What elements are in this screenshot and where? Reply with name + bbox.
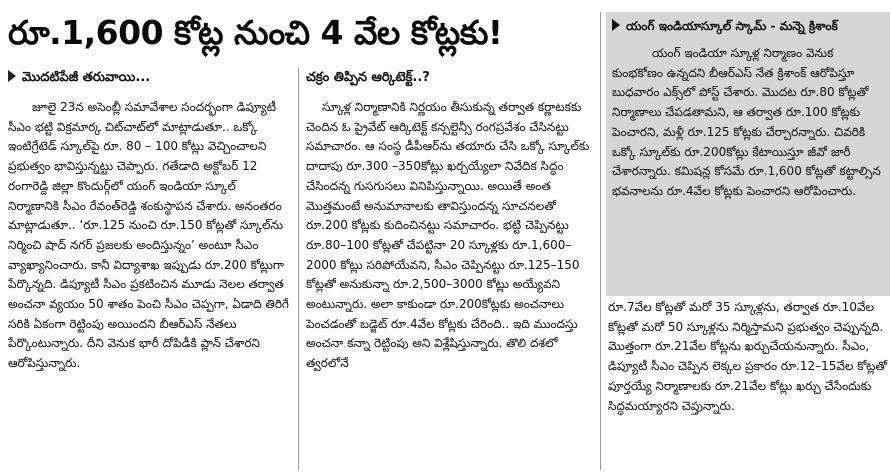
article-column-2: [306, 98, 592, 470]
column-2-text: స్కూళ్ల నిర్మాణానికి నిర్ణయం తీసుకున్న తర్వాత కర్ణాటకకు చెందిన ఓ ప్రైవేట్‌ ఆర్కిటెక్ట్‌ కన్సల్టెన్సీ రంగప్రవేశం చేసినట్టు సమాచారం. ఆ సంస్థ డీపీఆర్‌ను తయారు చేసి ఒక్కో స్కూల్‌కు దాదాపు రూ.300 –350కోట్లు ఖర్చయ్యేలా నివేదిక సిద్ధం చేసిందన్న గుసగుసలు వినిపిస్తున్నాయి. అయితే అంత మొత్తమంటే అనుమానాలకు తావిస్తుందన్న సూచనలతో రూ.200 కోట్లకు కుదించినట్టు సమాచారం. భట్టి చెప్పినట్టు రూ.80–100 కోట్లతో చేపట్టినా 20 స్కూళ్లకు రూ.1,600–2000 కోట్లు సరిపోయేవని, సీఎం చెప్పినట్టు రూ.125–150 కోట్లతో అనుకున్నా రూ.2,500–3000 కోట్లు అయ్యేవని అంటున్నారు. అలా కాకుండా రూ.200కోట్లకు అంచనాలు పెంచడంతో బడ్జెట్‌ రూ.4వేల కోట్లకు చేరింది.. ఇది ముందస్తు అంచనా కన్నా రెట్టింపు అని విశ్లేషిస్తున్నారు. తొలి దశలో త్వరలోనే: [306, 100, 590, 371]
sidebar-box-paragraph: యంగ్‌ ఇండియా స్కూళ్ల నిర్మాణం వెనుక కుంభకోణం ఉన్నదని బీఆర్‌ఎస్‌ నేత క్రిశాంక్‌ ఆరోపిస్తూ బుధవారం ఎక్స్‌లో పోస్ట్‌ చేశారు. మొదట రూ.80 కోట్లతో నిర్మాణాలు చేపడతామని, ఆ తర్వాత రూ.100 కోట్లకు పెంచారని, మళ్లీ రూ.125 కోట్లకు చేర్చారన్నారు. చివరికి ఒక్కో స్కూల్‌కు రూ.200కోట్లు కేటాయిస్తూ జీవో జారీ చేశారన్నారు. కమిషన్ల కోసమే రూ.1,600 కోట్లతో కట్టాల్సిన భవనాలను రూ.4వేల కోట్లకు పెంచారని ఆరోపించారు.: [612, 46, 881, 198]
continuation-text: మొదటిపేజీ తరువాయి...: [22, 70, 151, 85]
continuation-label: [8, 68, 150, 88]
column-divider-1: [298, 68, 299, 470]
column-divider-2: [600, 12, 601, 470]
column-1-text: జూలై 23న అసెంబ్లీ సమావేశాల సందర్భంగా డిప్యూటీ సీఎం భట్టి విక్రమార్క చిట్‌చాట్‌లో మాట్లాడుతూ.. ఒక్కో ఇంటిగ్రేటెడ్‌ స్కూల్‌పై రూ. 80 – 100 కోట్లు వెచ్చించాలని ప్రభుత్వం భావిస్తున్నట్టు చెప్పారు. గతేడాది అక్టోబర్‌ 12 రంగారెడ్డి జిల్లా కొందుర్గ్‌లో యంగ్‌ ఇండియా స్కూల్‌ నిర్మాణానికి సీఎం రేవంత్‌రెడ్డి శంకుస్థాపన చేశారు. అనంతరం మాట్లాడుతూ.. ‘రూ.125 నుంచి రూ.150 కోట్లతో స్కూల్‌ను నిర్మించి షాద్‌ నగర్‌ ప్రజలకు అందిస్తున్నం’ అంటూ సీఎం వ్యాఖ్యానించారు. కానీ విద్యాశాఖ ఇప్పుడు రూ.200 కోట్లుగా పేర్కొన్నది. డిప్యూటీ సీఎం ప్రకటించిన మూడు నెలల తర్వాత అంచనా వ్యయం 50 శాతం పెంచి సీఎం చెప్పగా, ఏడాది తిరిగే సరికి ఏకంగా రెట్టింపు అయిందని బీఆర్‌ఎస్‌ నేతలు పేర్కొంటున్నారు. దీని వెనుక భారీ దోపిడీకి ప్లాన్‌ చేశారని ఆరోపిస్తున్నారు.: [8, 100, 289, 371]
sidebar-box-title: యంగ్‌ ఇండియాస్కూల్‌ స్కామ్‌ - మన్నె క్రిశాంక్‌: [612, 16, 884, 36]
article-column-3: [608, 298, 890, 470]
triangle-bullet-icon: [8, 70, 16, 82]
column-2-subheading: చక్రం తిప్పిన ఆర్కిటెక్ట్‌..?: [306, 70, 430, 85]
article-column-1: [8, 98, 290, 470]
sidebar-box-text: [612, 44, 886, 292]
headline: రూ.1,600 కోట్ల నుంచి 4 వేల కోట్లకు!: [8, 13, 503, 52]
column-3-text: రూ.7వేల కోట్లతో మరో 35 స్కూళ్లను, తర్వాత రూ.10వేల కోట్లతో మరో 50 స్కూళ్లను నిర్మిస్తామని ప్రభుత్వం చెప్పున్నది. మొత్తంగా రూ.21వేల కోట్లను ఖర్చుచేయనున్నారు. సీఎం, డిప్యూటీ సీఎం చెప్పిన లెక్కల ప్రకారం రూ.12–15వేల కోట్లతో పూర్తయ్యే నిర్మాణాలకు రూ.21వేల కోట్లు ఖర్చు చేసేందుకు సిద్ధమయ్యారని చెప్తున్నారు.: [608, 300, 888, 413]
